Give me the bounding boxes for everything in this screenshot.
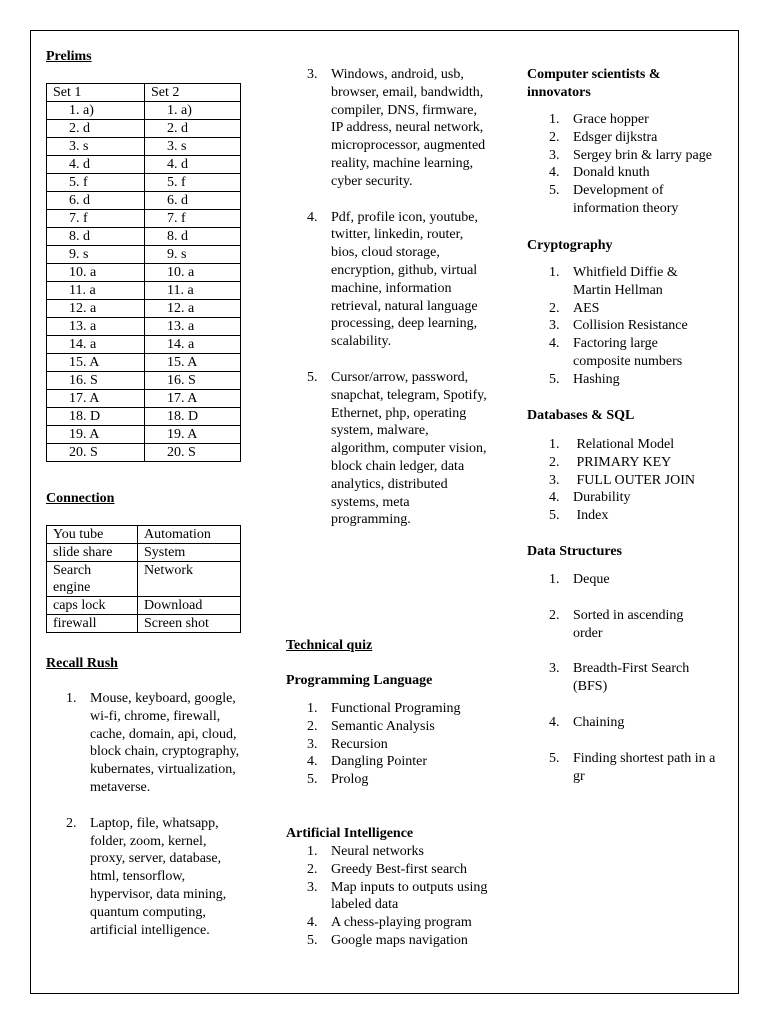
programming-heading: Programming Language bbox=[286, 673, 433, 688]
list-item: 1. Mouse, keyboard, google, wi-fi, chrome, firewall, cache, domain, api, cloud, block chain, cryptography, kubernates, virtualization, metaverse. bbox=[66, 691, 240, 795]
set2-answer: 8. d bbox=[145, 228, 241, 246]
technical-quiz-heading: Technical quiz bbox=[286, 638, 373, 653]
table-row bbox=[47, 562, 241, 597]
set2-answer: 13. a bbox=[145, 318, 241, 336]
set1-answer: 9. s bbox=[47, 246, 145, 264]
list-item: 2. Greedy Best-first search bbox=[307, 861, 468, 877]
set1-answer: 5. f bbox=[47, 174, 145, 192]
list-item: 5. Index bbox=[549, 508, 609, 524]
list-item: 3. Windows, android, usb, browser, email, bandwidth, compiler, DNS, firmware, IP address, neural network, microprocessor, augmented reality, machine learning, cyber security. bbox=[307, 67, 486, 189]
prelims-heading: Prelims bbox=[46, 49, 92, 64]
table-row bbox=[47, 597, 241, 615]
set1-answer: 11. a bbox=[47, 282, 145, 300]
list-item: 2. PRIMARY KEY bbox=[549, 454, 672, 470]
list-item: 4. A chess-playing program bbox=[307, 915, 472, 931]
table-row bbox=[47, 615, 241, 633]
list-item: 5. Hashing bbox=[549, 371, 620, 387]
list-item: 4. Dangling Pointer bbox=[307, 754, 428, 770]
list-item: 1. Relational Model bbox=[549, 437, 675, 452]
connection-answer: Automation bbox=[138, 526, 241, 544]
table-row bbox=[47, 336, 241, 354]
list-item: 5. Prolog bbox=[307, 772, 369, 788]
set1-answer: 20. S bbox=[47, 444, 145, 462]
set2-answer: 18. D bbox=[145, 408, 241, 426]
set1-answer: 15. A bbox=[47, 354, 145, 372]
set2-answer: 17. A bbox=[145, 390, 241, 408]
list-item: 3. FULL OUTER JOIN bbox=[549, 472, 695, 488]
column-1 bbox=[46, 48, 246, 66]
set1-answer: 1. a) bbox=[47, 102, 145, 120]
list-item: 5. Google maps navigation bbox=[307, 932, 468, 948]
list-item: 2. AES bbox=[549, 300, 600, 316]
set2-answer: 2. d bbox=[145, 120, 241, 138]
connection-answer: Network bbox=[138, 562, 241, 597]
list-item: 1. Grace hopper bbox=[549, 112, 649, 127]
connection-table bbox=[46, 525, 241, 633]
data-structures-list bbox=[549, 571, 729, 785]
set1-answer: 8. d bbox=[47, 228, 145, 246]
table-row bbox=[47, 426, 241, 444]
set1-answer: 14. a bbox=[47, 336, 145, 354]
list-item: 5. Finding shortest path in a gr bbox=[549, 750, 716, 784]
table-row bbox=[47, 192, 241, 210]
set2-answer: 14. a bbox=[145, 336, 241, 354]
table-row bbox=[47, 526, 241, 544]
table-row bbox=[47, 228, 241, 246]
ai-list bbox=[307, 843, 497, 950]
list-item: 4. Durability bbox=[549, 490, 631, 506]
table-row bbox=[47, 210, 241, 228]
list-item: 3. Breadth-First Search (BFS) bbox=[549, 661, 690, 695]
list-item: 3. Sergey brin & larry page bbox=[549, 147, 712, 163]
table-row bbox=[47, 264, 241, 282]
table-row bbox=[47, 246, 241, 264]
header-set-2: Set 2 bbox=[145, 84, 241, 102]
connection-clue: slide share bbox=[47, 544, 138, 562]
list-item: 4. Donald knuth bbox=[549, 165, 650, 181]
list-item: 2. Laptop, file, whatsapp, folder, zoom, kernel, proxy, server, database, html, tensorflow, hypervisor, data mining, quantum computing, artificial intelligence. bbox=[66, 815, 227, 938]
set2-answer: 16. S bbox=[145, 372, 241, 390]
set2-answer: 20. S bbox=[145, 444, 241, 462]
prelims-table bbox=[46, 83, 241, 462]
table-row bbox=[47, 282, 241, 300]
list-item: 5. Cursor/arrow, password, snapchat, telegram, Spotify, Ethernet, php, operating system, malware, algorithm, computer vision, block chain ledger, data analytics, distributed systems, meta programming. bbox=[307, 369, 487, 528]
cryptography-heading: Cryptography bbox=[527, 238, 613, 253]
set2-answer: 19. A bbox=[145, 426, 241, 444]
table-row bbox=[47, 408, 241, 426]
list-item: 1. Deque bbox=[549, 572, 610, 587]
set2-answer: 7. f bbox=[145, 210, 241, 228]
table-row bbox=[47, 544, 241, 562]
connection-clue: caps lock bbox=[47, 597, 138, 615]
set1-answer: 13. a bbox=[47, 318, 145, 336]
list-item: 3. Collision Resistance bbox=[549, 318, 688, 334]
table-row bbox=[47, 174, 241, 192]
table-row bbox=[47, 138, 241, 156]
set1-answer: 19. A bbox=[47, 426, 145, 444]
list-item: 1. Whitfield Diffie & Martin Hellman bbox=[549, 265, 678, 298]
connection-answer: System bbox=[138, 544, 241, 562]
list-item: 5. Development of information theory bbox=[549, 183, 679, 216]
scientists-list bbox=[549, 111, 729, 218]
data-structures-heading: Data Structures bbox=[527, 544, 623, 559]
set2-answer: 1. a) bbox=[145, 102, 241, 120]
databases-heading: Databases & SQL bbox=[527, 408, 635, 423]
list-item: 1. Functional Programing bbox=[307, 701, 461, 716]
connection-clue: Search engine bbox=[47, 562, 138, 597]
scientists-heading: Computer scientists & innovators bbox=[527, 67, 661, 100]
set1-answer: 12. a bbox=[47, 300, 145, 318]
set1-answer: 7. f bbox=[47, 210, 145, 228]
table-row bbox=[47, 318, 241, 336]
set2-answer: 10. a bbox=[145, 264, 241, 282]
set2-answer: 6. d bbox=[145, 192, 241, 210]
set1-answer: 16. S bbox=[47, 372, 145, 390]
connection-answer: Screen shot bbox=[138, 615, 241, 633]
table-row bbox=[47, 390, 241, 408]
set1-answer: 6. d bbox=[47, 192, 145, 210]
connection-answer: Download bbox=[138, 597, 241, 615]
set1-answer: 18. D bbox=[47, 408, 145, 426]
set2-answer: 4. d bbox=[145, 156, 241, 174]
list-item: 1. Neural networks bbox=[307, 844, 424, 859]
programming-list bbox=[307, 700, 497, 789]
connection-clue: firewall bbox=[47, 615, 138, 633]
set1-answer: 17. A bbox=[47, 390, 145, 408]
list-item: 3. Map inputs to outputs using labeled data bbox=[307, 879, 488, 913]
set2-answer: 9. s bbox=[145, 246, 241, 264]
table-row bbox=[47, 120, 241, 138]
table-row bbox=[47, 372, 241, 390]
table-row bbox=[47, 444, 241, 462]
table-row bbox=[47, 156, 241, 174]
set1-answer: 2. d bbox=[47, 120, 145, 138]
connection-heading: Connection bbox=[46, 491, 115, 506]
recall-list-part1 bbox=[66, 690, 244, 939]
set2-answer: 5. f bbox=[145, 174, 241, 192]
list-item: 2. Sorted in ascending order bbox=[549, 607, 684, 641]
set1-answer: 3. s bbox=[47, 138, 145, 156]
recall-heading: Recall Rush bbox=[46, 656, 118, 671]
table-row bbox=[47, 300, 241, 318]
list-item: 4. Chaining bbox=[549, 714, 625, 730]
cryptography-list bbox=[549, 264, 729, 389]
connection-clue: You tube bbox=[47, 526, 138, 544]
list-item: 3. Recursion bbox=[307, 736, 388, 752]
list-item: 4. Factoring large composite numbers bbox=[549, 336, 683, 369]
set1-answer: 4. d bbox=[47, 156, 145, 174]
list-item: 2. Semantic Analysis bbox=[307, 718, 435, 734]
list-item: 4. Pdf, profile icon, youtube, twitter, linkedin, router, bios, cloud storage, encryption, github, virtual machine, information retrieval, natural language processing, deep learning, scalability. bbox=[307, 209, 478, 350]
databases-list bbox=[549, 436, 729, 525]
set2-answer: 15. A bbox=[145, 354, 241, 372]
recall-list-part2 bbox=[307, 66, 487, 529]
set2-answer: 11. a bbox=[145, 282, 241, 300]
set2-answer: 3. s bbox=[145, 138, 241, 156]
table-row bbox=[47, 354, 241, 372]
list-item: 2. Edsger dijkstra bbox=[549, 129, 658, 145]
set2-answer: 12. a bbox=[145, 300, 241, 318]
ai-heading: Artificial Intelligence bbox=[286, 826, 414, 841]
header-set-1: Set 1 bbox=[47, 84, 145, 102]
table-header-row bbox=[47, 84, 241, 102]
table-row bbox=[47, 102, 241, 120]
set1-answer: 10. a bbox=[47, 264, 145, 282]
